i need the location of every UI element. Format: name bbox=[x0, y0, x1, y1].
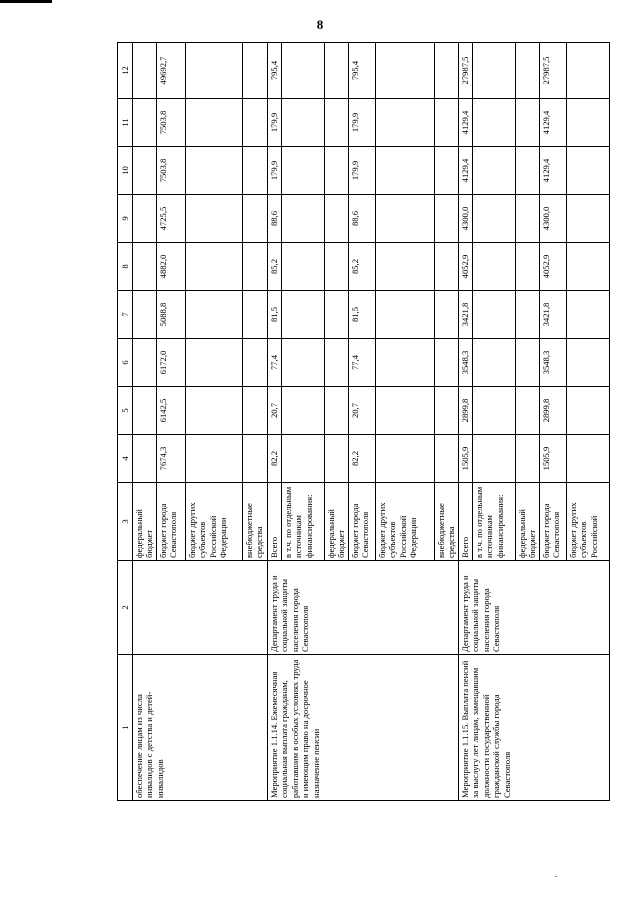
value-cell bbox=[281, 147, 324, 195]
value-cell: 85,2 bbox=[267, 243, 281, 291]
value-cell: 1505,9 bbox=[458, 435, 472, 483]
executor-cell: Департамент труда и социальной защиты населения города Севастополя bbox=[267, 561, 458, 655]
value-cell bbox=[472, 387, 515, 435]
value-cell: 85,2 bbox=[348, 243, 375, 291]
value-cell bbox=[324, 99, 348, 147]
value-cell bbox=[281, 387, 324, 435]
value-cell bbox=[185, 339, 242, 387]
table-row bbox=[133, 43, 157, 801]
funding-source-cell: бюджет города Севастополя bbox=[156, 483, 185, 561]
value-cell: 88,6 bbox=[348, 195, 375, 243]
value-cell bbox=[133, 291, 157, 339]
table-row bbox=[458, 43, 472, 801]
value-cell: 81,5 bbox=[267, 291, 281, 339]
value-cell bbox=[434, 195, 458, 243]
value-cell bbox=[472, 147, 515, 195]
column-number-header: 11 bbox=[118, 99, 133, 147]
value-cell: 2899,8 bbox=[458, 387, 472, 435]
value-cell: 795,4 bbox=[348, 43, 375, 99]
value-cell bbox=[281, 99, 324, 147]
funding-source-cell: внебюджетные средства bbox=[434, 483, 458, 561]
column-number-header: 12 bbox=[118, 43, 133, 99]
value-cell: 4129,4 bbox=[458, 147, 472, 195]
value-cell: 27987,5 bbox=[539, 43, 566, 99]
header-row bbox=[118, 43, 133, 801]
value-cell bbox=[375, 243, 434, 291]
value-cell bbox=[434, 43, 458, 99]
funding-source-cell: в т.ч. по отдельным источникам финансирования: bbox=[281, 483, 324, 561]
value-cell bbox=[566, 147, 609, 195]
value-cell bbox=[281, 195, 324, 243]
value-cell bbox=[133, 43, 157, 99]
value-cell bbox=[434, 387, 458, 435]
column-number-header: 1 bbox=[118, 655, 133, 801]
executor-cell: Департамент труда и социальной защиты населения города Севастополя bbox=[458, 561, 609, 655]
value-cell bbox=[375, 435, 434, 483]
value-cell: 5088,8 bbox=[156, 291, 185, 339]
value-cell bbox=[133, 243, 157, 291]
value-cell bbox=[133, 195, 157, 243]
value-cell bbox=[281, 291, 324, 339]
column-number-header: 6 bbox=[118, 339, 133, 387]
value-cell bbox=[375, 147, 434, 195]
value-cell: 6142,5 bbox=[156, 387, 185, 435]
value-cell bbox=[434, 339, 458, 387]
value-cell: 20,7 bbox=[267, 387, 281, 435]
value-cell bbox=[242, 291, 267, 339]
value-cell bbox=[185, 291, 242, 339]
funding-source-cell: Всего bbox=[458, 483, 472, 561]
value-cell: 179,9 bbox=[348, 147, 375, 195]
value-cell: 3421,8 bbox=[539, 291, 566, 339]
value-cell: 88,6 bbox=[267, 195, 281, 243]
value-cell bbox=[281, 435, 324, 483]
column-number-header: 7 bbox=[118, 291, 133, 339]
measure-name-cell: обеспечение лицам из числа инвалидов с детства и детей-инвалидов bbox=[133, 655, 268, 801]
value-cell bbox=[185, 435, 242, 483]
value-cell bbox=[185, 43, 242, 99]
value-cell bbox=[375, 387, 434, 435]
value-cell bbox=[515, 339, 539, 387]
column-number-header: 8 bbox=[118, 243, 133, 291]
value-cell: 4129,4 bbox=[539, 99, 566, 147]
value-cell: 179,9 bbox=[267, 99, 281, 147]
value-cell bbox=[281, 243, 324, 291]
column-number-header: 5 bbox=[118, 387, 133, 435]
value-cell bbox=[566, 291, 609, 339]
value-cell: 4052,9 bbox=[539, 243, 566, 291]
value-cell bbox=[566, 99, 609, 147]
value-cell: 4300,0 bbox=[539, 195, 566, 243]
value-cell bbox=[281, 339, 324, 387]
value-cell bbox=[242, 99, 267, 147]
value-cell: 4052,9 bbox=[458, 243, 472, 291]
value-cell bbox=[515, 435, 539, 483]
value-cell bbox=[515, 243, 539, 291]
value-cell bbox=[375, 339, 434, 387]
value-cell bbox=[566, 43, 609, 99]
value-cell: 82,2 bbox=[267, 435, 281, 483]
value-cell bbox=[185, 99, 242, 147]
bottom-mark: . bbox=[555, 869, 558, 879]
value-cell bbox=[472, 195, 515, 243]
value-cell bbox=[242, 243, 267, 291]
value-cell bbox=[185, 147, 242, 195]
value-cell bbox=[472, 435, 515, 483]
value-cell bbox=[324, 43, 348, 99]
value-cell bbox=[472, 339, 515, 387]
value-cell bbox=[515, 43, 539, 99]
value-cell bbox=[185, 243, 242, 291]
value-cell: 77,4 bbox=[348, 339, 375, 387]
value-cell: 20,7 bbox=[348, 387, 375, 435]
value-cell bbox=[324, 435, 348, 483]
value-cell bbox=[242, 147, 267, 195]
funding-source-cell: бюджет города Севастополя bbox=[539, 483, 566, 561]
value-cell bbox=[324, 243, 348, 291]
measure-name-cell: Мероприятие 1.1.15. Выплата пенсий за выслугу лет лицам, замещавшим должности государственной гражданской службы города Севастополя bbox=[458, 655, 609, 801]
value-cell: 3421,8 bbox=[458, 291, 472, 339]
funding-source-cell: в т.ч. по отдельным источникам финансирования: bbox=[472, 483, 515, 561]
value-cell: 7503,8 bbox=[156, 147, 185, 195]
top-rule bbox=[0, 0, 52, 3]
value-cell bbox=[133, 99, 157, 147]
value-cell bbox=[434, 99, 458, 147]
value-cell bbox=[133, 387, 157, 435]
value-cell bbox=[515, 99, 539, 147]
funding-source-cell: федеральный бюджет bbox=[133, 483, 157, 561]
value-cell bbox=[566, 387, 609, 435]
funding-source-cell: бюджет других субъектов Российской bbox=[566, 483, 609, 561]
value-cell bbox=[472, 243, 515, 291]
value-cell: 1505,9 bbox=[539, 435, 566, 483]
executor-cell bbox=[133, 561, 268, 655]
budget-table bbox=[117, 42, 610, 801]
value-cell bbox=[566, 243, 609, 291]
value-cell bbox=[434, 435, 458, 483]
value-cell bbox=[242, 387, 267, 435]
value-cell bbox=[133, 147, 157, 195]
column-number-header: 2 bbox=[118, 561, 133, 655]
value-cell bbox=[472, 43, 515, 99]
funding-source-cell: Всего bbox=[267, 483, 281, 561]
column-number-header: 3 bbox=[118, 483, 133, 561]
value-cell: 4882,0 bbox=[156, 243, 185, 291]
value-cell: 82,2 bbox=[348, 435, 375, 483]
table-row bbox=[267, 43, 281, 801]
value-cell bbox=[185, 195, 242, 243]
funding-source-cell: федеральный бюджет bbox=[515, 483, 539, 561]
value-cell bbox=[281, 43, 324, 99]
value-cell bbox=[515, 195, 539, 243]
value-cell bbox=[434, 147, 458, 195]
value-cell: 3548,3 bbox=[539, 339, 566, 387]
value-cell bbox=[375, 291, 434, 339]
value-cell: 6172,0 bbox=[156, 339, 185, 387]
value-cell bbox=[515, 291, 539, 339]
value-cell: 179,9 bbox=[267, 147, 281, 195]
page-number: 8 bbox=[316, 17, 324, 32]
column-number-header: 9 bbox=[118, 195, 133, 243]
funding-source-cell: бюджет других субъектов Российской Федерации bbox=[375, 483, 434, 561]
value-cell bbox=[242, 339, 267, 387]
value-cell: 4300,0 bbox=[458, 195, 472, 243]
value-cell bbox=[472, 291, 515, 339]
value-cell: 81,5 bbox=[348, 291, 375, 339]
value-cell bbox=[566, 195, 609, 243]
funding-source-cell: бюджет города Севастополя bbox=[348, 483, 375, 561]
value-cell: 4725,5 bbox=[156, 195, 185, 243]
value-cell: 77,4 bbox=[267, 339, 281, 387]
value-cell: 795,4 bbox=[267, 43, 281, 99]
value-cell bbox=[566, 435, 609, 483]
value-cell bbox=[324, 291, 348, 339]
value-cell bbox=[566, 339, 609, 387]
value-cell bbox=[324, 387, 348, 435]
value-cell bbox=[133, 435, 157, 483]
funding-source-cell: внебюджетные средства bbox=[242, 483, 267, 561]
value-cell bbox=[324, 147, 348, 195]
value-cell: 4129,4 bbox=[458, 99, 472, 147]
value-cell bbox=[185, 387, 242, 435]
value-cell bbox=[434, 291, 458, 339]
value-cell bbox=[375, 195, 434, 243]
value-cell bbox=[242, 195, 267, 243]
column-number-header: 10 bbox=[118, 147, 133, 195]
value-cell bbox=[515, 387, 539, 435]
value-cell: 27987,5 bbox=[458, 43, 472, 99]
value-cell: 4129,4 bbox=[539, 147, 566, 195]
value-cell: 49692,7 bbox=[156, 43, 185, 99]
funding-source-cell: федеральный бюджет bbox=[324, 483, 348, 561]
value-cell: 179,9 bbox=[348, 99, 375, 147]
value-cell bbox=[242, 43, 267, 99]
value-cell bbox=[375, 43, 434, 99]
measure-name-cell: Мероприятие 1.1.14. Ежемесячная социальная выплата гражданам, работавшим в особых условиях труда и имеющим право на досрочное назначение пенсии bbox=[267, 655, 458, 801]
value-cell: 2899,8 bbox=[539, 387, 566, 435]
value-cell: 7674,3 bbox=[156, 435, 185, 483]
value-cell: 3548,3 bbox=[458, 339, 472, 387]
value-cell bbox=[133, 339, 157, 387]
value-cell bbox=[375, 99, 434, 147]
rotated-table-wrapper bbox=[117, 43, 599, 801]
value-cell bbox=[242, 435, 267, 483]
value-cell bbox=[434, 243, 458, 291]
value-cell bbox=[515, 147, 539, 195]
value-cell bbox=[324, 195, 348, 243]
value-cell bbox=[324, 339, 348, 387]
value-cell: 7503,8 bbox=[156, 99, 185, 147]
funding-source-cell: бюджет других субъектов Российской Федерации bbox=[185, 483, 242, 561]
value-cell bbox=[472, 99, 515, 147]
column-number-header: 4 bbox=[118, 435, 133, 483]
